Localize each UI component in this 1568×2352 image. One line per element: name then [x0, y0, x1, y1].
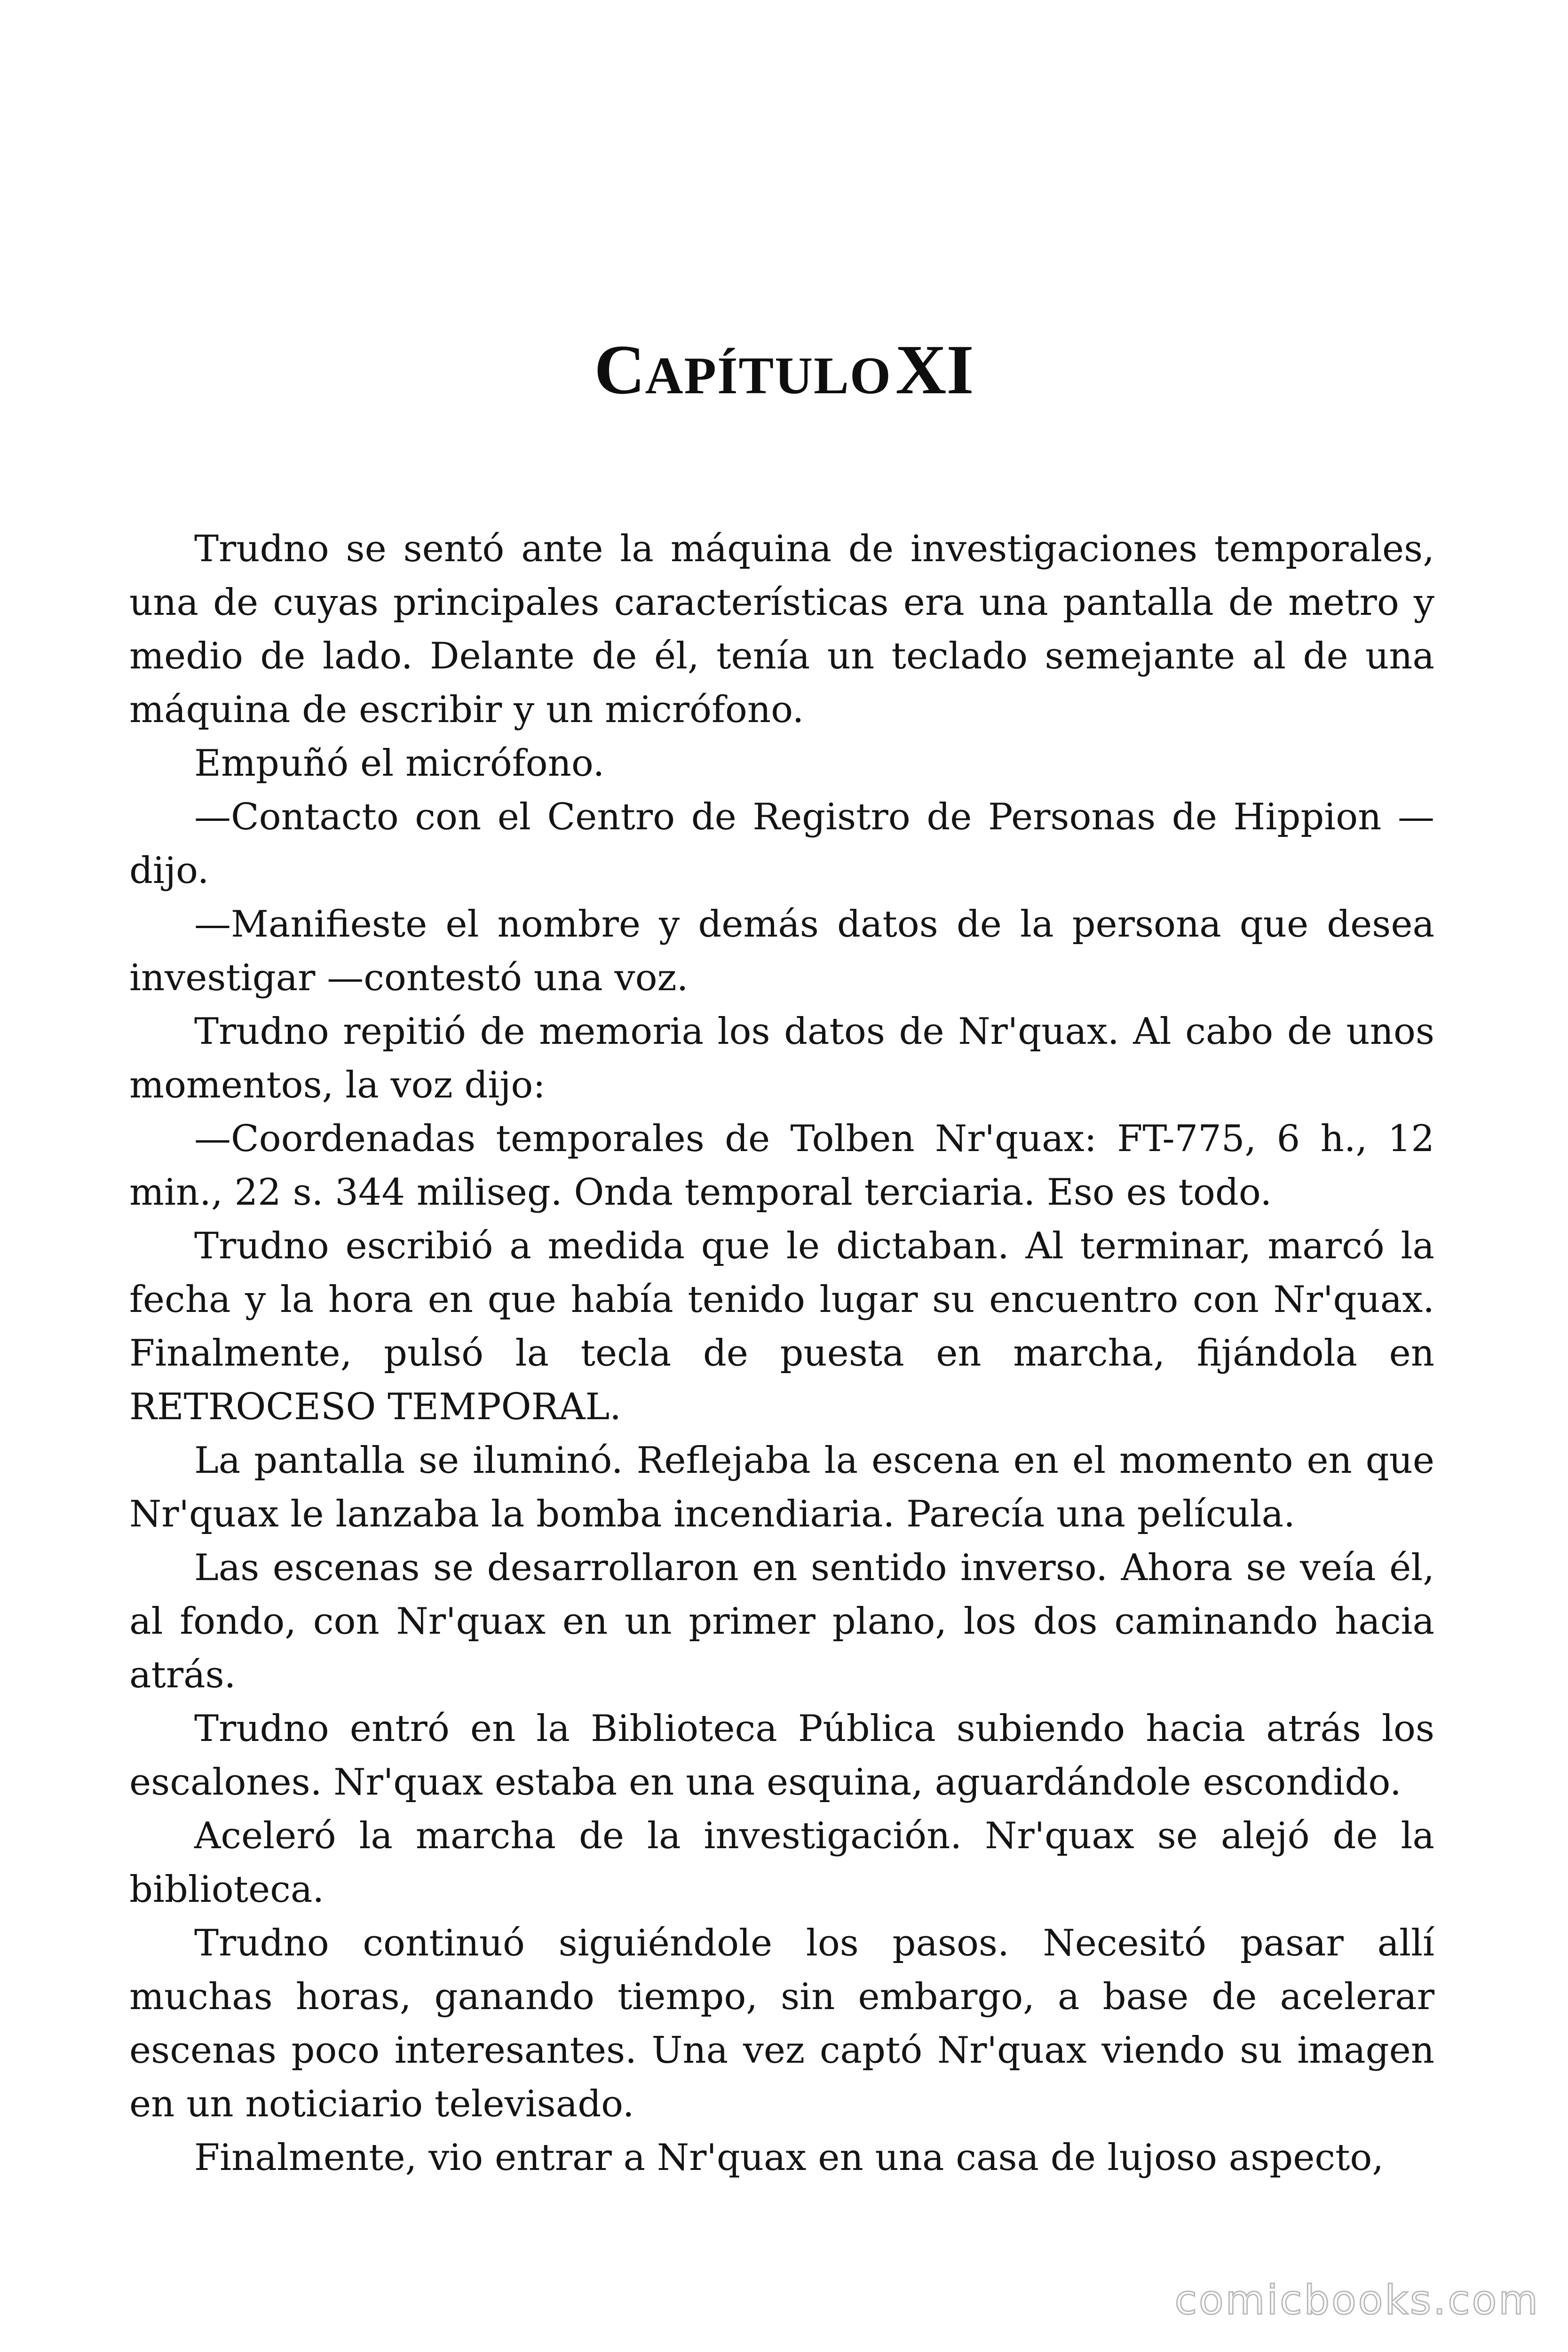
paragraph: Trudno entró en la Biblioteca Pública subiendo hacia atrás los escalones. Nr'quax estaba en una esquina, aguardándole escondido. — [129, 1708, 1434, 1804]
paragraph: Trudno repitió de memoria los datos de Nr'quax. Al cabo de unos momentos, la voz dijo: — [129, 1010, 1434, 1106]
chapter-body — [129, 522, 1434, 2185]
paragraph: La pantalla se iluminó. Reflejaba la escena en el momento en que Nr'quax le lanzaba la bomba incendiaria. Parecía una película. — [129, 1439, 1434, 1535]
paragraph: Finalmente, vio entrar a Nr'quax en una casa de lujoso aspecto, — [194, 2137, 1384, 2179]
paragraph: Las escenas se desarrollaron en sentido inverso. Ahora se veía él, al fondo, con Nr'quax en un primer plano, los dos caminando hacia atrás. — [129, 1547, 1434, 1696]
paragraph: —Contacto con el Centro de Registro de Personas de Hippion —dijo. — [129, 796, 1434, 892]
watermark: comicbooks.com — [1174, 2277, 1540, 2324]
paragraph: Aceleró la marcha de la investigación. Nr'quax se alejó de la biblioteca. — [129, 1815, 1434, 1911]
chapter-title-word: APÍTULO — [645, 347, 892, 405]
paragraph: Trudno continuó siguiéndole los pasos. Necesitó pasar allí muchas horas, ganando tiempo, sin embargo, a base de acelerar escenas poco interesantes. Una vez captó Nr'quax viendo su imagen en un noticiario televisado. — [129, 1922, 1434, 2125]
paragraph: Trudno escribió a medida que le dictaban. Al terminar, marcó la fecha y la hora en que había tenido lugar su encuentro con Nr'quax. Finalmente, pulsó la tecla de puesta en marcha, fijándola en RETROCESO TEMPORAL. — [129, 1225, 1434, 1428]
paragraph: —Manifieste el nombre y demás datos de la persona que desea investigar —contestó una voz. — [129, 903, 1434, 999]
chapter-number: XI — [895, 331, 974, 409]
paragraph: Empuñó el micrófono. — [194, 742, 605, 785]
paragraph: —Coordenadas temporales de Tolben Nr'quax: FT-775, 6 h., 12 min., 22 s. 344 miliseg. Onda temporal terciaria. Eso es todo. — [129, 1118, 1434, 1214]
paragraph: Trudno se sentó ante la máquina de investigaciones temporales, una de cuyas principales características era una pantalla de metro y medio de lado. Delante de él, tenía un teclado semejante al de una máquina de escribir y un micrófono. — [129, 528, 1434, 731]
chapter-title-initial: C — [594, 331, 645, 409]
chapter-title — [0, 331, 1568, 409]
